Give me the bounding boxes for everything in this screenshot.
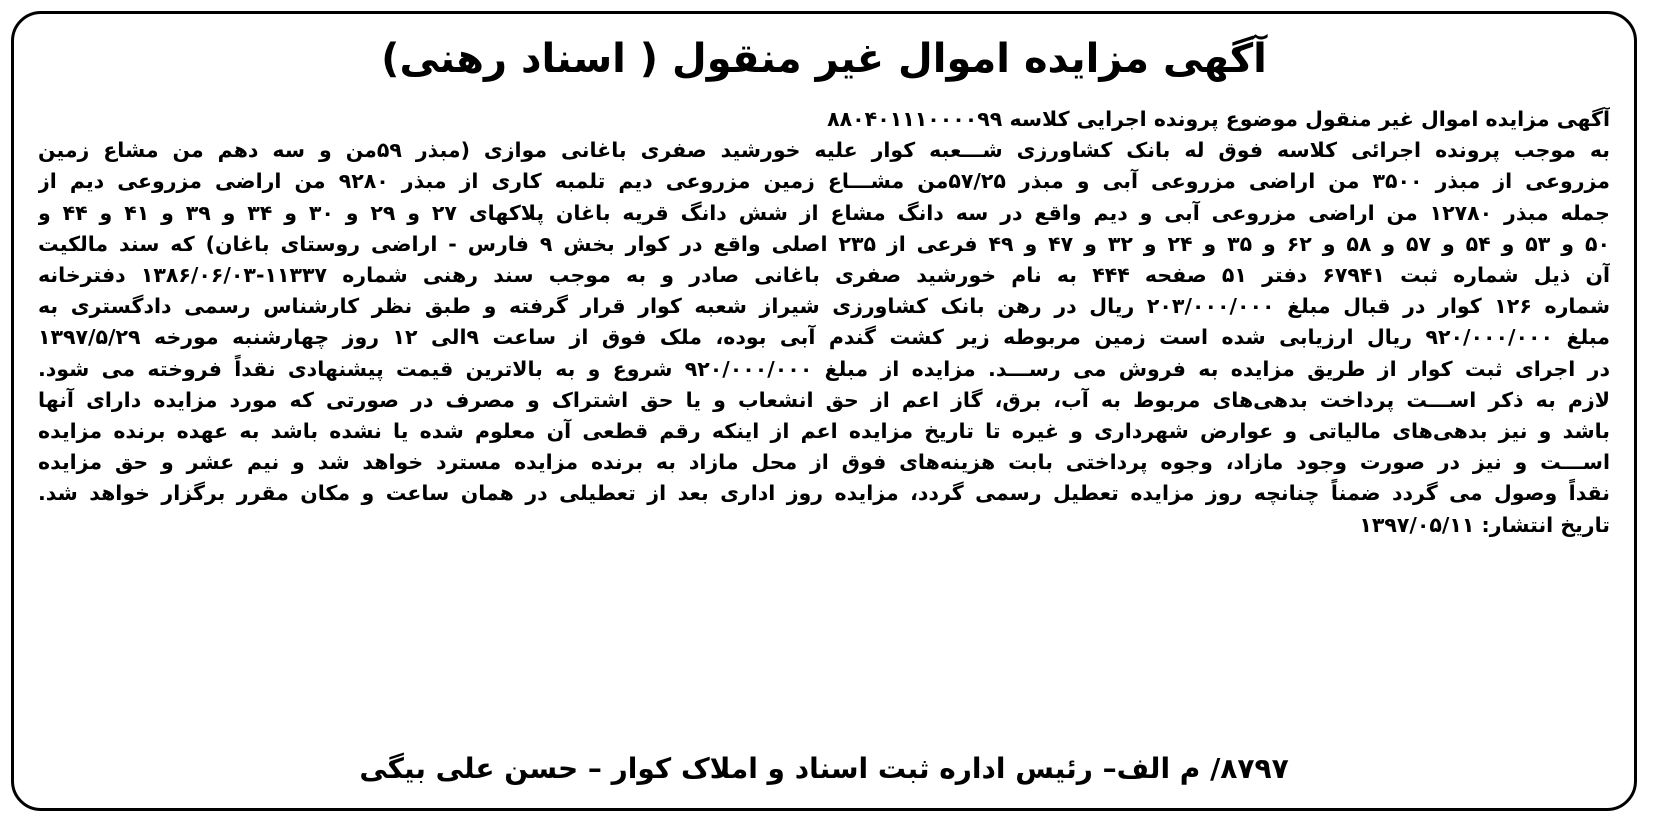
notice-line: ۵۰ و ۵۳ و ۵۴ و ۵۷ و ۵۸ و ۶۲ و ۳۵ و ۲۴ و ۳۲ و ۴۷ و ۴۹ فرعی از ۲۳۵ اصلی واقع در کوار بخش ۹ فارس - اراضی روستای باغان) که سند مالکیت: [38, 231, 1610, 256]
notice-line: در اجرای ثبت کوار از طریق مزایده به فروش می رســـد. مزایده از مبلغ ۹۲۰/۰۰۰/۰۰۰ شروع و به بالاترین قیمت پیشنهادی نقداً فروخته می شود.: [38, 356, 1610, 381]
notice-line: آن ذیل شماره ثبت ۶۷۹۴۱ دفتر ۵۱ صفحه ۴۴۴ به نام خورشید صفری باغانی صادر و به موجب سند رهنی شماره ۱۱۳۳۷-۱۳۸۶/۰۶/۰۳ دفترخانه: [38, 263, 1610, 288]
notice-line: شماره ۱۲۶ کوار در قبال مبلغ ۲۰۳/۰۰۰/۰۰۰ ریال در رهن بانک کشاورزی شیراز شعبه کوار قرار گرفته و طبق نظر کارشناس رسمی دادگستری به: [38, 294, 1610, 319]
publish-date: تاریخ انتشار: ۱۳۹۷/۰۵/۱۱: [1359, 512, 1610, 537]
notice-frame: [11, 11, 1637, 811]
notice-line: باشد و نیز بدهی‌های مالیاتی و عوارض شهرداری و غیره تا تاریخ مزایده اعم از اینکه رقم قطعی آن معلوم شده یا نشده باشد به عهده برنده مزایده: [38, 419, 1610, 444]
notice-line: جمله مبذر ۱۲۷۸۰ من اراضی مزروعی آبی و دیم واقع در سه دانگ مشاع از شش دانگ قریه باغان پلاکهای ۲۷ و ۲۹ و ۳۰ و ۳۴ و ۳۹ و ۴۱ و ۴۴ و: [38, 200, 1610, 225]
notice-line: نقداً وصول می گردد ضمناً چنانچه روز مزایده تعطیل رسمی گردد، مزایده روز اداری بعد از تعطیلی در همان ساعت و مکان مقرر برگزار خواهد شد.: [38, 481, 1610, 506]
notice-line: مبلغ ۹۲۰/۰۰۰/۰۰۰ ریال ارزیابی شده است زمین مربوطه زیر کشت گندم آبی بوده، ملک فوق از ساعت ۹الی ۱۲ روز چهارشنبه مورخه ۱۳۹۷/۵/۲۹: [38, 325, 1610, 350]
notice-signature: ۸۷۹۷/ م الف– رئیس اداره ثبت اسناد و املاک کوار – حسن علی بیگی: [359, 752, 1289, 785]
notice-line: مزروعی از مبذر ۳۵۰۰ من اراضی مزروعی آبی و مبذر ۵۷/۲۵من مشـــاع زمین مزروعی دیم تلمبه کاری از مبذر ۹۲۸۰ من اراضی مزروعی دیم از: [38, 169, 1610, 194]
notice-title: آگهی مزایده اموال غیر منقول ( اسناد رهنی): [381, 36, 1267, 82]
notice-line: لازم به ذکر اســـت پرداخت بدهی‌های مربوط به آب، برق، گاز اعم از حق انشعاب و یا حق اشتراک و مصرف در صورتی که مورد مزایده دارای آنها: [38, 387, 1610, 412]
notice-line: اســـت و نیز در صورت وجود مازاد، وجوه پرداختی بابت هزینه‌های فوق از محل مازاد به برنده مزایده مسترد خواهد شد و نیم عشر و حق مزایده: [38, 450, 1610, 475]
notice-body: [38, 104, 1610, 541]
notice-line: به موجب پرونده اجرائی کلاسه فوق له بانک کشاورزی شـــعبه کوار علیه خورشید صفری باغانی موازی (مبذر ۵۹من و سه دهم من مشاع زمین: [38, 138, 1610, 163]
notice-line: آگهی مزایده اموال غیر منقول موضوع پرونده اجرایی کلاسه ۸۸۰۴۰۱۱۱۰۰۰۰۹۹: [827, 107, 1610, 131]
